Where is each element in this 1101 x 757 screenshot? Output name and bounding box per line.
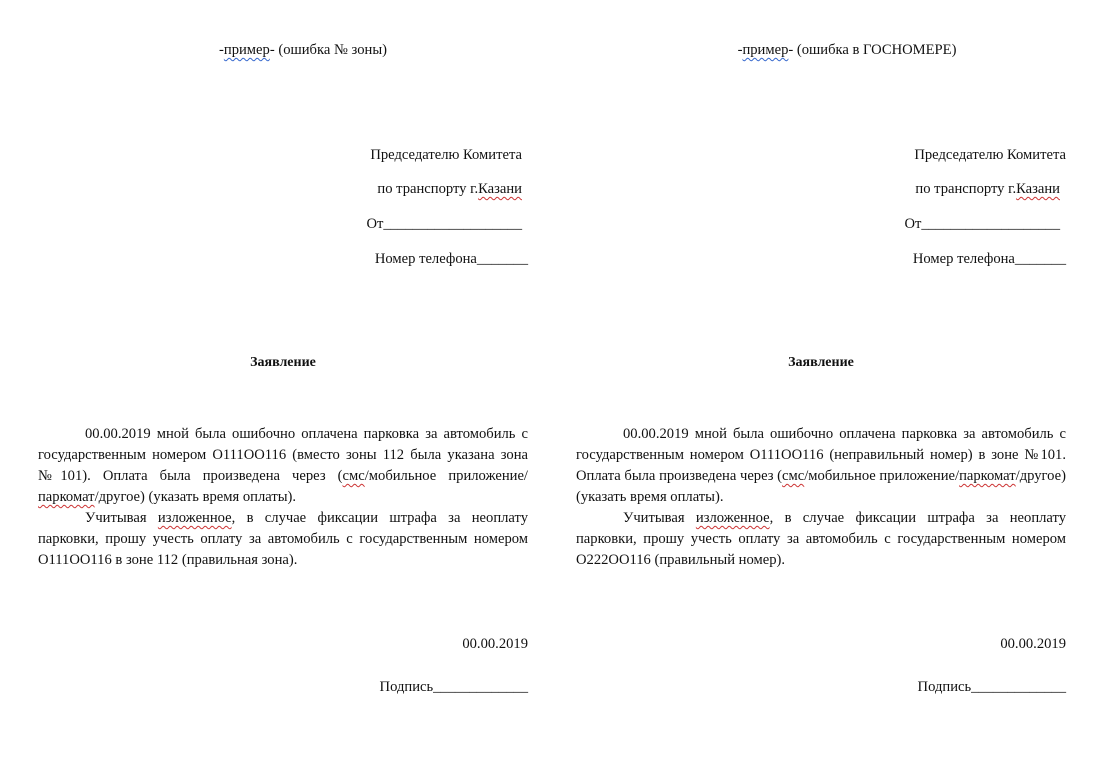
city-word: Казани — [1016, 181, 1060, 197]
para2-text-a: Учитывая — [623, 510, 696, 526]
para2-word: изложенное — [695, 510, 770, 526]
document-date: 00.00.2019 — [462, 636, 528, 652]
addressee-prefix: по транспорту г. — [377, 181, 479, 197]
document-body — [576, 424, 1066, 571]
addressee-line: Председателю Комитета — [370, 147, 522, 163]
addressee-committee — [377, 181, 522, 198]
signature-field: Подпись_____________ — [917, 679, 1066, 695]
signature-field: Подпись_____________ — [379, 679, 528, 695]
document-left — [38, 0, 528, 757]
para1-sms: смс — [342, 468, 365, 484]
paragraph-1 — [38, 424, 528, 508]
paragraph-2 — [576, 508, 1066, 571]
para1-text-c: /другое) (указать время оплаты). — [576, 468, 1066, 505]
example-suffix: - (ошибка № зоны) — [269, 42, 387, 58]
document-title: Заявление — [250, 355, 316, 370]
from-field: От___________________ — [366, 216, 522, 232]
para1-text-b: /мобильное приложение/ — [364, 468, 528, 484]
document-right — [576, 0, 1066, 757]
para2-text-a: Учитывая — [85, 510, 158, 526]
para1-text-a: 00.00.2019 мной была ошибочно оплачена парковка за автомобиль с государственным номером О111ОО116 (неправильный номер) в зоне №101. Оплата была произведена через ( — [576, 426, 1066, 484]
para1-text-b: /мобильное приложение/ — [804, 468, 960, 484]
para2-text-b: , в случае фиксации штрафа за неоплату парковки, прошу учесть оплату за автомобиль с государственным номером О111ОО116 в зоне 112 (правильная зона). — [38, 510, 529, 568]
para1-sms: смс — [782, 468, 805, 484]
example-suffix: - (ошибка в ГОСНОМЕРЕ) — [788, 42, 957, 58]
example-word: пример — [223, 42, 270, 58]
city-word: Казани — [478, 181, 522, 197]
paragraph-1 — [576, 424, 1066, 508]
addressee-line: Председателю Комитета — [914, 147, 1066, 163]
from-field: От___________________ — [904, 216, 1060, 232]
paragraph-2 — [38, 508, 528, 571]
example-heading — [628, 42, 1066, 59]
example-word: пример — [742, 42, 789, 58]
phone-field: Номер телефона_______ — [374, 251, 528, 267]
addressee-committee — [915, 181, 1060, 198]
para1-text-a: 00.00.2019 мной была ошибочно оплачена парковка за автомобиль с государственным номером О111ОО116 (вместо зоны 112 была указана зона №101). Оплата была произведена через ( — [38, 426, 528, 484]
para1-text-c: /другое) (указать время оплаты). — [94, 489, 297, 505]
document-title: Заявление — [788, 355, 854, 370]
example-prefix: - — [737, 42, 743, 58]
phone-field: Номер телефона_______ — [912, 251, 1066, 267]
addressee-prefix: по транспорту г. — [915, 181, 1017, 197]
document-date: 00.00.2019 — [1000, 636, 1066, 652]
document-body — [38, 424, 528, 571]
example-heading — [78, 42, 528, 59]
para1-park: паркомат — [38, 489, 95, 505]
para2-word: изложенное — [157, 510, 232, 526]
para2-text-b: , в случае фиксации штрафа за неоплату парковки, прошу учесть оплату за автомобиль с государственным номером О222ОО116 (правильный номер). — [576, 510, 1067, 568]
para1-park: паркомат — [959, 468, 1016, 484]
example-prefix: - — [219, 42, 224, 58]
